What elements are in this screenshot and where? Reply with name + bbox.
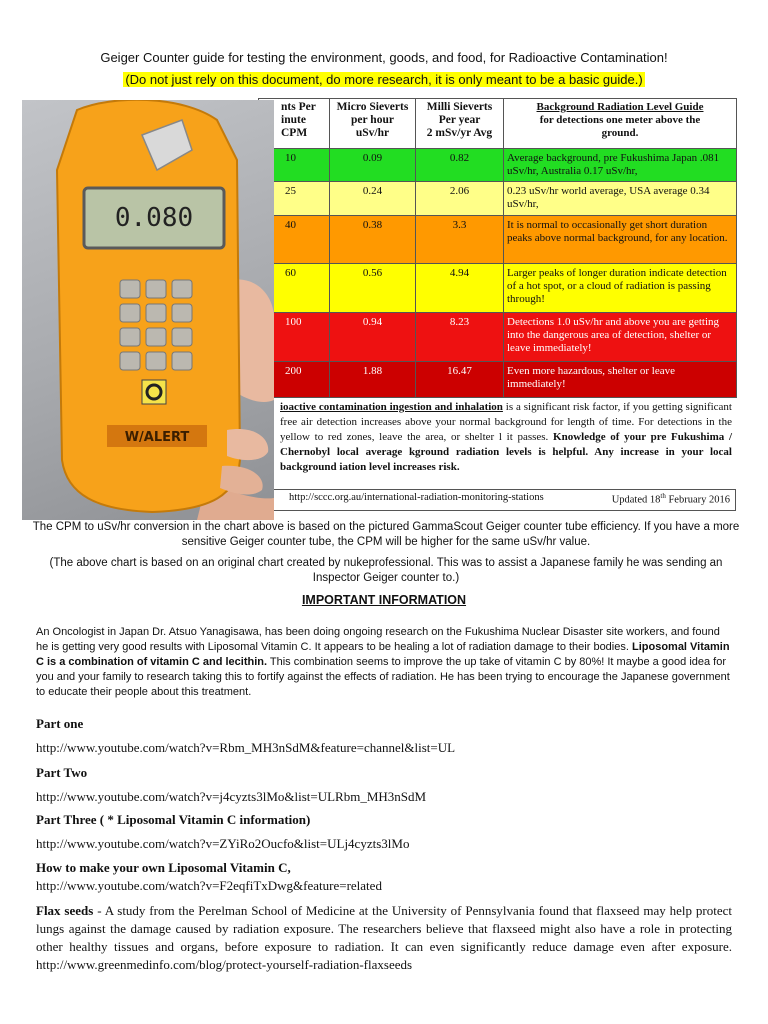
desc-cell: It is normal to occasionally get short duration peaks above normal background, for any location. xyxy=(504,216,737,264)
usv-cell: 0.94 xyxy=(330,313,416,362)
header-msv: Milli Sieverts Per year 2 mSv/yr Avg xyxy=(416,99,504,149)
msv-cell: 16.47 xyxy=(416,362,504,398)
chart-origin-note: (The above chart is based on an original chart created by nukeprofessional. This was to assist a Japanese family he was sending an Inspector Geiger counter to.) xyxy=(49,557,723,584)
how-to-link[interactable]: http://www.youtube.com/watch?v=F2eqfiTxDwg&feature=related xyxy=(36,878,382,893)
msv-cell: 4.94 xyxy=(416,264,504,313)
geiger-counter-photo xyxy=(22,100,274,520)
part-two-label: Part Two xyxy=(36,765,88,780)
screen-reading: 0.080 xyxy=(114,203,194,233)
cpm-cell: 60 xyxy=(259,264,330,313)
msv-cell: 8.23 xyxy=(416,313,504,362)
cpm-cell: 200 xyxy=(259,362,330,398)
finger-1 xyxy=(227,429,268,460)
cpm-conversion-note: The CPM to uSv/hr conversion in the chart above is based on the pictured GammaScout Geiger counter tube efficiency. If you have a more sensitive Geiger counter tube, the CPM will be higher for the same uSv/hr value. xyxy=(32,521,740,548)
msv-cell: 2.06 xyxy=(416,182,504,216)
note-text: is a significant risk factor, if you getting significant free air detection increases above your normal background for length of time. For detections in the yellow to red zones, leave the area, or shelter l it passes. xyxy=(280,401,732,443)
part-two-link[interactable]: http://www.youtube.com/watch?v=j4cyzts3lMo&list=ULRbm_MH3nSdM xyxy=(36,789,427,804)
important-paragraph: An Oncologist in Japan Dr. Atsuo Yanagisawa, has been doing ongoing research on the Fukushima Nuclear Disaster site workers, and found he is getting very good results with Liposomal Vitamin C. It appears to be healing a lot of radiation damage to their bodies. Liposomal Vitamin C is a combination of vitamin C and lecithin. This combination seems to improve the up take of vitamin C by 80%! It maybe a good idea for you and your family to research taking this to fortify against the effects of radiation. He has been trying to encourage the Japanese government to educate their people about this treatment. xyxy=(36,626,730,698)
desc-cell: Detections 1.0 uSv/hr and above you are getting into the dangerous area of detection, shelter or leave immediately! xyxy=(504,313,737,362)
document-title: Geiger Counter guide for testing the environment, goods, and food, for Radioactive Contamination! xyxy=(100,50,668,65)
table-row xyxy=(259,313,737,362)
usv-cell: 0.24 xyxy=(330,182,416,216)
msv-cell: 3.3 xyxy=(416,216,504,264)
usv-cell: 0.38 xyxy=(330,216,416,264)
how-to-label: How to make your own Liposomal Vitamin C, xyxy=(36,860,291,875)
source-url[interactable]: http://sccc.org.au/international-radiation-monitoring-stations xyxy=(289,492,544,503)
desc-cell: Even more hazardous, shelter or leave immediately! xyxy=(504,362,737,398)
cpm-cell: 100 xyxy=(259,313,330,362)
warning-text: (Do not just rely on this document, do more research, it is only meant to be a basic guide.) xyxy=(125,72,643,87)
table-row xyxy=(259,362,737,398)
device-label: W/ALERT xyxy=(124,430,190,445)
usv-cell: 0.09 xyxy=(330,149,416,182)
part-three-link[interactable]: http://www.youtube.com/watch?v=ZYiRo2Oucfo&list=ULj4cyzts3lMo xyxy=(36,836,410,851)
table-row xyxy=(259,264,737,313)
cpm-cell: 40 xyxy=(259,216,330,264)
usv-cell: 0.56 xyxy=(330,264,416,313)
usv-cell: 1.88 xyxy=(330,362,416,398)
updated-date: Updated 18th February 2016 xyxy=(611,492,730,506)
note-lead: ioactive contamination ingestion and inhalation xyxy=(280,401,503,413)
header-usv: Micro Sieverts per hour uSv/hr xyxy=(330,99,416,149)
header-guide: Background Radiation Level Guide for detections one meter above the ground. xyxy=(504,99,737,149)
header-cpm: nts Per inute CPM xyxy=(259,99,330,149)
msv-cell: 0.82 xyxy=(416,149,504,182)
contamination-note xyxy=(258,398,736,489)
desc-cell: Larger peaks of longer duration indicate detection of a hot spot, or a cloud of radiation is passing through! xyxy=(504,264,737,313)
desc-cell: 0.23 uSv/hr world average, USA average 0.34 uSv/hr, xyxy=(504,182,737,216)
note-bold: Knowledge of your pre Fukushima / Chernobyl local average kground radiation levels is helpful. Any increase in your local background iation level increases risk. xyxy=(280,431,733,473)
part-one-link[interactable]: http://www.youtube.com/watch?v=Rbm_MH3nSdM&feature=channel&list=UL xyxy=(36,740,456,755)
flax-seeds-paragraph: Flax seeds - A study from the Perelman School of Medicine at the University of Pennsylvania found that flaxseed may help protect lungs against the damage caused by radiation exposure. The researchers believe that flaxseed might also have a role in protecting other healthy tissues and organs, before exposure to radiation. It can even significantly reduce damage even after exposure. http://www.greenmedinfo.com/blog/protect-yourself-radiation-flaxseeds xyxy=(36,903,732,972)
radiation-level-table xyxy=(258,98,737,398)
table-row xyxy=(259,216,737,264)
finger-2 xyxy=(220,466,263,495)
table-header-row xyxy=(259,99,737,149)
table-row xyxy=(259,149,737,182)
important-heading: IMPORTANT INFORMATION xyxy=(301,593,467,607)
part-three-label: Part Three ( * Liposomal Vitamin C information) xyxy=(36,812,311,827)
cpm-cell: 25 xyxy=(259,182,330,216)
cpm-cell: 10 xyxy=(259,149,330,182)
warning-wrap xyxy=(0,71,768,89)
desc-cell: Average background, pre Fukushima Japan .081 uSv/hr, Australia 0.17 uSv/hr, xyxy=(504,149,737,182)
table-row xyxy=(259,182,737,216)
geiger-counter-illustration xyxy=(22,100,274,520)
part-one-label: Part one xyxy=(36,716,84,731)
source-row xyxy=(258,489,736,511)
